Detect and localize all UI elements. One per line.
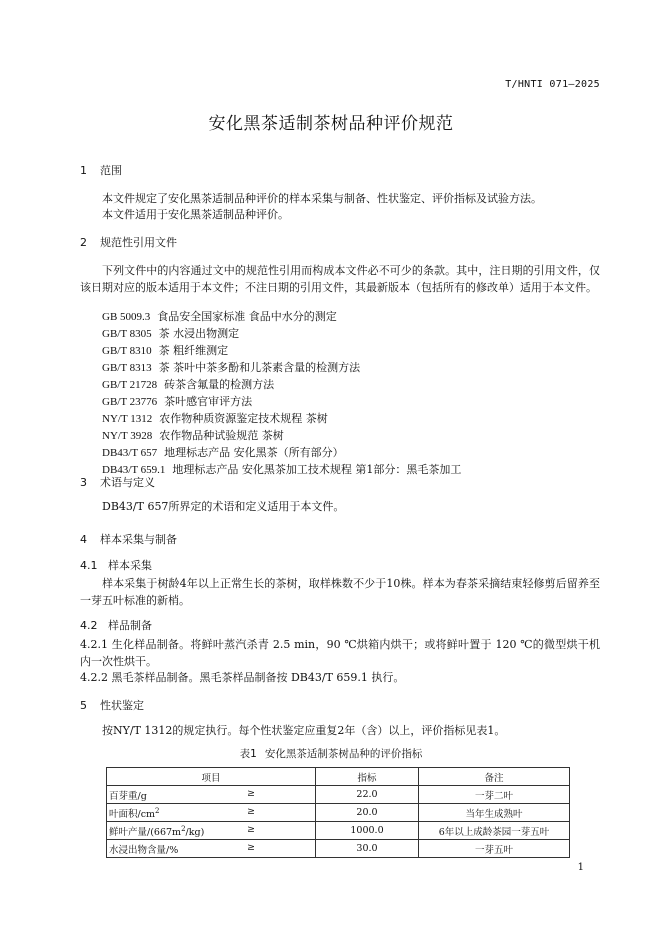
table-row: [107, 822, 570, 840]
table-cell: 当年生成熟叶: [419, 804, 570, 822]
table-row: [107, 804, 570, 822]
section-number: 1: [80, 164, 87, 177]
table-row: [107, 786, 570, 804]
section-5-heading: [80, 697, 144, 713]
reference-item: GB/T 21728 砖茶含氟量的检测方法: [102, 378, 275, 391]
column-header: 指标: [316, 768, 419, 786]
section-number: 2: [80, 236, 87, 249]
evaluation-table: [106, 767, 570, 858]
column-header: 项目: [107, 768, 316, 786]
subsection-4-2-heading: [80, 617, 152, 633]
reference-item: NY/T 1312 农作物种质资源鉴定技术规程 茶树: [102, 412, 328, 425]
reference-item: NY/T 3928 农作物品种试验规范 茶树: [102, 429, 284, 442]
reference-item: DB43/T 659.1 地理标志产品 安化黑茶加工技术规程 第1部分：黑毛茶加工: [102, 463, 462, 476]
reference-item: GB/T 8310 茶 粗纤维测定: [102, 344, 229, 357]
section-number: 4.1: [80, 559, 98, 572]
table-row: [107, 840, 570, 858]
reference-item: GB/T 8305 茶 水浸出物测定: [102, 327, 240, 340]
table-cell: 叶面积$/cm^2$ ≥: [107, 804, 316, 822]
column-header: 备注: [419, 768, 570, 786]
section-title: 样本采集与制备: [100, 533, 177, 546]
document-id: T/HNTI 071—2025: [505, 79, 600, 90]
table-cell: 6年以上成龄茶园一芽五叶: [419, 822, 570, 840]
section-number: 4.2: [80, 619, 98, 632]
table-cell: 鲜叶产量$/(667m^2/kg)$ ≥: [107, 822, 316, 840]
table-cell: 一芽五叶: [419, 840, 570, 858]
section-title: 范围: [100, 164, 122, 177]
table-cell: 22.0: [316, 786, 419, 804]
page-number: 1: [577, 862, 584, 873]
section-number: 3: [80, 476, 87, 489]
section-number: 4: [80, 533, 87, 546]
document-title: 安化黑茶适制茶树品种评价规范: [208, 114, 454, 134]
table-caption: [0, 746, 662, 761]
table-header-row: [107, 768, 570, 786]
section-title: 性状鉴定: [100, 699, 144, 712]
section-title: 规范性引用文件: [100, 236, 177, 249]
reference-item: GB/T 8313 茶 茶叶中茶多酚和儿茶素含量的检测方法: [102, 361, 361, 374]
table-cell: 一芽二叶: [419, 786, 570, 804]
section-3-heading: [80, 474, 155, 490]
paragraph: DB43/T 657所界定的术语和定义适用于本文件。: [102, 500, 345, 513]
table-caption-text: 安化黑茶适制茶树品种的评价指标: [264, 748, 423, 760]
table-cell: 百芽重/g ≥: [107, 786, 316, 804]
paragraph: 4.2.2 黑毛茶样品制备。黑毛茶样品制备按 DB43/T 659.1 执行。: [80, 671, 405, 684]
table-caption-number: 表1: [239, 748, 257, 760]
paragraph: 按NY/T 1312的规定执行。每个性状鉴定应重复2年（含）以上，评价指标见表1。: [102, 724, 506, 737]
reference-item: GB 5009.3 食品安全国家标准 食品中水分的测定: [102, 310, 337, 323]
section-2-heading: [80, 234, 177, 250]
paragraph: 本文件规定了安化黑茶适制品种评价的样本采集与制备、性状鉴定、评价指标及试验方法。: [102, 192, 542, 205]
section-title: 样品制备: [108, 619, 152, 632]
paragraph: 4.2.1 生化样品制备。将鲜叶蒸汽杀青 2.5 min，90 ℃烘箱内烘干；或将鲜叶置于 120 ℃的微型烘干机内一次性烘干。: [80, 638, 600, 668]
paragraph: 样本采集于树龄4年以上正常生长的茶树，取样株数不少于10株。样本为春茶采摘结束轻修剪后留养至一芽五叶标准的新梢。: [80, 577, 600, 607]
section-4-heading: [80, 531, 177, 547]
reference-item: DB43/T 657 地理标志产品 安化黑茶（所有部分）: [102, 446, 344, 459]
table-cell: 20.0: [316, 804, 419, 822]
section-title: 样本采集: [108, 559, 152, 572]
section-title: 术语与定义: [100, 476, 155, 489]
paragraph: 下列文件中的内容通过文中的规范性引用而构成本文件必不可少的条款。其中，注日期的引用文件，仅该日期对应的版本适用于本文件；不注日期的引用文件，其最新版本（包括所有的修改单）适用于本文件。: [80, 264, 600, 294]
table-cell: 30.0: [316, 840, 419, 858]
subsection-4-1-heading: [80, 557, 152, 573]
reference-item: GB/T 23776 茶叶感官审评方法: [102, 395, 253, 408]
paragraph: 本文件适用于安化黑茶适制品种评价。: [102, 208, 289, 221]
table-cell: 水浸出物含量/% ≥: [107, 840, 316, 858]
section-1-heading: [80, 162, 122, 178]
table-cell: 1000.0: [316, 822, 419, 840]
section-number: 5: [80, 699, 87, 712]
